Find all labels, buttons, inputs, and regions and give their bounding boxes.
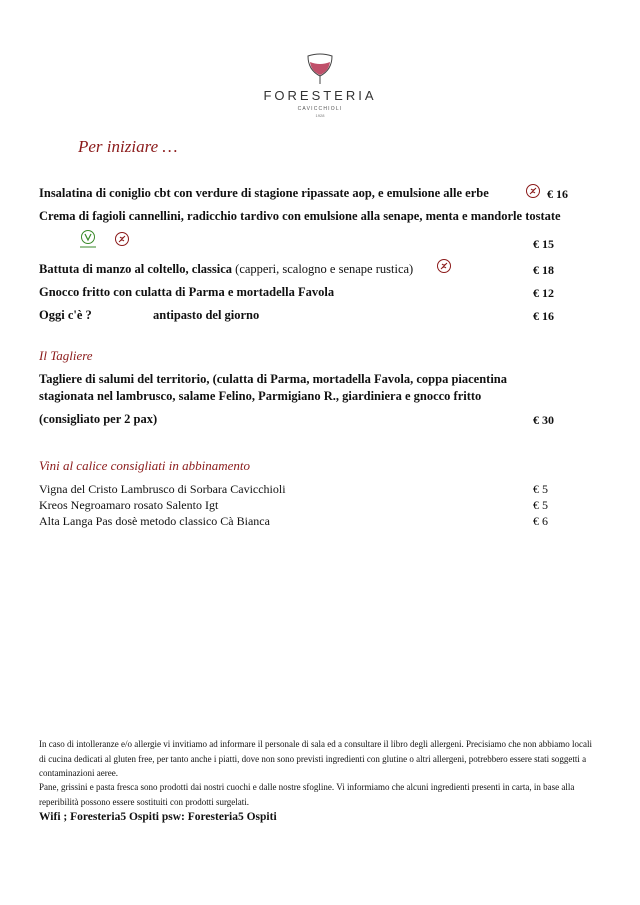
menu-item-detail: (capperi, scalogno e senape rustica): [235, 262, 414, 276]
allergen-notice: In caso di intolleranze e/o allergie vi invitiamo ad informare il personale di sala ed a consultare il libro degli allergeni. Precisiamo che non abbiamo locali di cucina dedicati al gluten free, per tanto anche i piatti, dove non sono previsti ingredienti con glutine o altri allergeni, potrebbero essere stati soggetti a contaminazioni aeree.: [39, 739, 592, 778]
wine-item-name: Kreos Negroamaro rosato Salento Igt: [39, 498, 219, 512]
wifi-info: Wifi ; Foresteria5 Ospiti psw: Foresteria5 Ospiti: [39, 811, 277, 823]
wine-item-price: € 5: [533, 498, 548, 512]
menu-item-price: € 12: [533, 286, 554, 300]
wine-item-name: Vigna del Cristo Lambrusco di Sorbara Cavicchioli: [39, 482, 286, 496]
menu-item-name: Insalatina di coniglio cbt con verdure di stagione ripassate aop, e emulsione alle erbe: [39, 186, 489, 200]
menu-item-detail: antipasto del giorno: [153, 308, 260, 322]
menu-item: [39, 262, 413, 277]
tagliere-description-line: stagionata nel lambrusco, salame Felino, Parmigiano R., giardiniera e gnocco fritto: [39, 389, 482, 403]
tagliere-price: € 30: [533, 413, 554, 427]
bread-notice: Pane, grissini e pasta fresca sono prodotti dai nostri cuochi e dalle nostre sfogline. Vi informiamo che alcuni ingredienti presenti in carta, in base alla reperibilità possono essere sostituiti con prodotti surgelati.: [39, 782, 575, 807]
section-title-wines: Vini al calice consigliati in abbinamento: [39, 458, 250, 473]
section-title-tagliere: Il Tagliere: [39, 348, 93, 363]
menu-item-price: € 16: [547, 187, 568, 201]
gluten-free-icon: [436, 258, 452, 274]
wine-item-name: Alta Langa Pas dosè metodo classico Cà Bianca: [39, 514, 270, 528]
wine-item-price: € 6: [533, 514, 548, 528]
wine-item-price: € 5: [533, 482, 548, 496]
logo-subtitle: CAVICCHIOLI: [297, 106, 343, 112]
menu-item-name: Crema di fagioli cannellini, radicchio tardivo con emulsione alla senape, menta e mandorle tostate: [39, 209, 561, 223]
menu-item-name: Oggi c'è ?: [39, 308, 92, 322]
restaurant-logo: [260, 52, 380, 118]
menu-item-name: Gnocco fritto con culatta di Parma e mortadella Favola: [39, 285, 335, 299]
menu-item-price: € 18: [533, 263, 554, 277]
tagliere-serving-note: (consigliato per 2 pax): [39, 412, 158, 426]
tagliere-description-line: Tagliere di salumi del territorio, (culatta di Parma, mortadella Favola, coppa piacentina: [39, 372, 508, 386]
logo-wordmark: FORESTERIA: [263, 88, 377, 103]
section-title-starters: Per iniziare …: [78, 137, 178, 156]
menu-item-name: Battuta di manzo al coltello, classica: [39, 262, 233, 276]
menu-item-price: € 15: [533, 237, 554, 251]
gluten-free-icon: [525, 183, 541, 199]
vegetarian-icon: [78, 229, 98, 249]
menu-item-price: € 16: [533, 309, 554, 323]
logo-year: 1928: [315, 113, 325, 118]
wine-glass-icon: [300, 52, 340, 86]
gluten-free-icon: [114, 231, 130, 247]
